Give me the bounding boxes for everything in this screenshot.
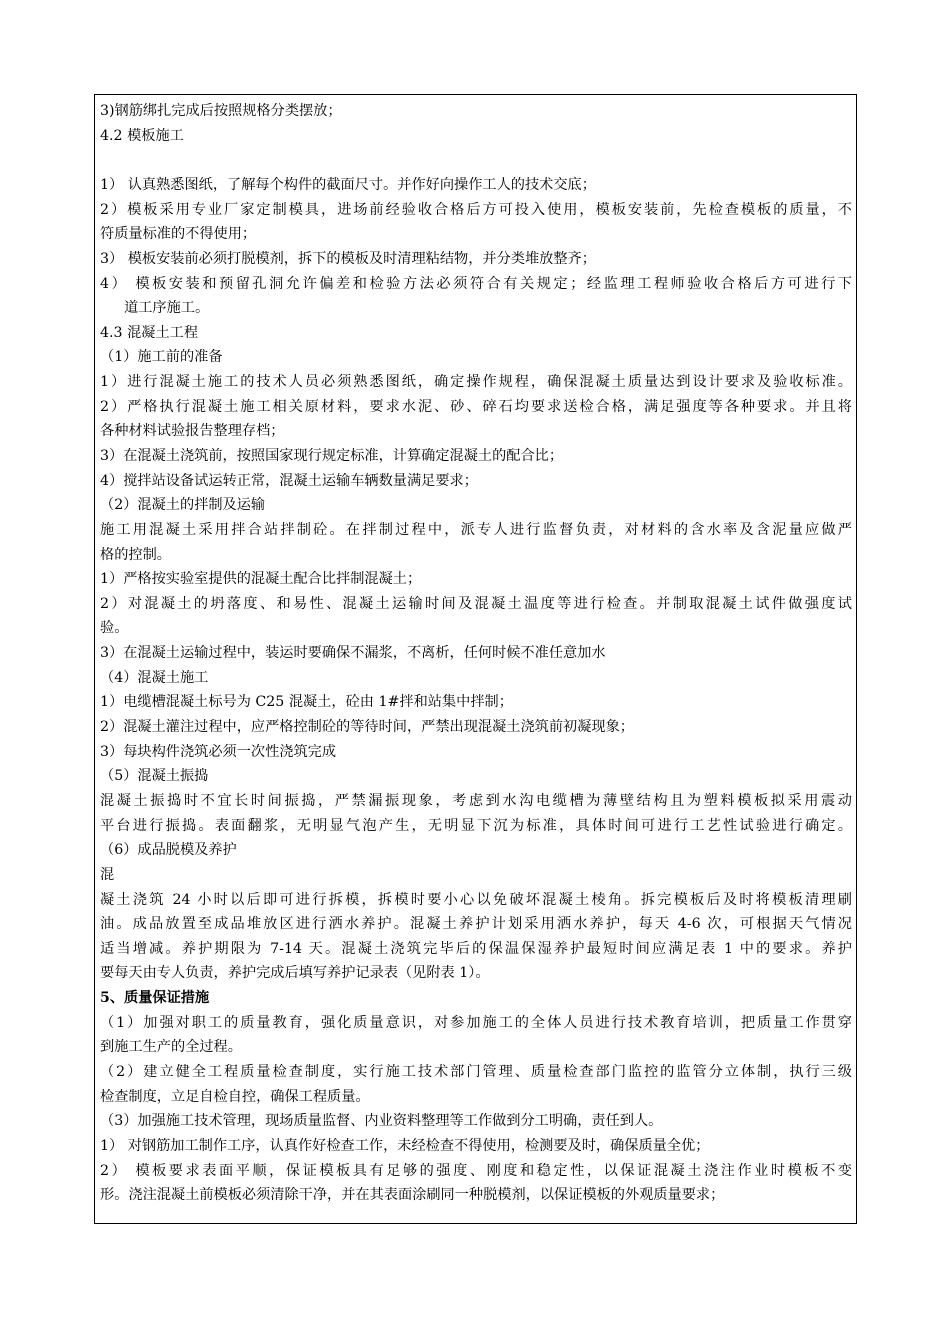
text-line	[100, 148, 852, 173]
text-line: 3)钢筋绑扎完成后按照规格分类摆放；	[100, 103, 342, 119]
text-line: 2） 模板要求表面平顺，保证模板具有足够的强度、刚度和稳定性，以保证混凝土浇注作业时模板不变	[100, 1162, 852, 1179]
text-line: 各种材料试验报告整理存档；	[100, 423, 285, 440]
text-line: 检查制度，立足自检自控，确保工程质量。	[100, 1088, 370, 1105]
text-line: 平台进行振捣。表面翻浆，无明显气泡产生，无明显下沉为标准，具体时间可进行工艺性试验进行确定。	[100, 817, 852, 834]
text-line: 格的控制。	[100, 546, 171, 563]
text-line: （1）加强对职工的质量教育，强化质量意识，对参加施工的全体人员进行技术教育培训，把质量工作贯穿	[100, 1014, 852, 1031]
text-line: 1）电缆槽混凝土标号为 C25 混凝土，砼由 1#拌和站集中拌制；	[100, 694, 513, 711]
text-line: 2）混凝土灌注过程中，应严格控制砼的等待时间，严禁出现混凝土浇筑前初凝现象；	[100, 719, 634, 735]
text-line: 1） 认真熟悉图纸，了解每个构件的截面尺寸。并作好向操作工人的技术交底；	[100, 176, 596, 193]
text-line: 2）模板采用专业厂家定制模具，进场前经验收合格后方可投入使用，模板安装前，先检查模板的质量，不	[100, 201, 852, 218]
text-line: （4）混凝土施工	[100, 669, 209, 686]
text-line: 到施工生产的全过程。	[100, 1039, 242, 1056]
text-line: 1）进行混凝土施工的技术人员必须熟悉图纸，确定操作规程，确保混凝土质量达到设计要求及验收标准。	[100, 374, 852, 390]
section-heading: 5、质量保证措施	[100, 990, 210, 1006]
text-line: （2）建立健全工程质量检查制度，实行施工技术部门管理、质量检查部门监控的监管分立体制，执行三级	[100, 1064, 852, 1080]
text-line: 1）严格按实验室提供的混凝土配合比拌制混凝土；	[100, 571, 422, 588]
text-line: （2）混凝土的拌制及运输	[100, 497, 266, 514]
text-line: 4）搅拌站设备试运转正常，混凝土运输车辆数量满足要求；	[100, 472, 478, 489]
text-line: 符质量标准的不得使用；	[100, 226, 257, 243]
text-line: 混凝土振捣时不宜长时间振捣，严禁漏振现象，考虑到水沟电缆槽为薄壁结构且为塑料模板拟采用震动	[100, 792, 852, 809]
text-line: 混	[100, 866, 115, 883]
text-line: 4） 模板安装和预留孔洞允许偏差和检验方法必须符合有关规定；经监理工程师验收合格后方可进行下	[100, 275, 852, 292]
text-line: 2）严格执行混凝土施工相关原材料，要求水泥、砂、碎石均要求送检合格，满足强度等各种要求。并且将	[100, 398, 852, 415]
text-line: （6）成品脱模及养护	[100, 842, 237, 859]
text-line: 1） 对钢筋加工制作工序，认真作好检查工作，未经检查不得使用，检测要及时，确保质量全优；	[100, 1137, 710, 1154]
text-line: 凝土浇筑 24 小时以后即可进行拆模，拆模时要小心以免破坏混凝土棱角。拆完模板后及时将模板清理刷	[100, 891, 852, 908]
text-line: 验。	[100, 620, 129, 637]
document-table-cell	[94, 94, 857, 1224]
text-line: 4.3 混凝土工程	[100, 324, 199, 341]
text-line: 道工序施工。	[124, 300, 210, 317]
text-line: 3） 模板安装前必须打脱模剂，拆下的模板及时清理粘结物，并分类堆放整齐；	[100, 250, 596, 267]
text-line: 油。成品放置至成品堆放区进行洒水养护。混凝土养护计划采用洒水养护，每天 4-6 次，可根据天气情况	[100, 916, 852, 933]
text-line: 3）在混凝土浇筑前，按照国家现行规定标准，计算确定混凝土的配合比；	[100, 448, 564, 464]
text-line: （5）混凝土振捣	[100, 768, 209, 785]
text-line: 3）在混凝土运输过程中，装运时要确保不漏浆，不离析，任何时候不准任意加水	[100, 645, 606, 662]
text-line: 3）每块构件浇筑必须一次性浇筑完成	[100, 743, 337, 760]
text-line: （1）施工前的准备	[100, 349, 223, 366]
text-line: 施工用混凝土采用拌合站拌制砼。在拌制过程中，派专人进行监督负责，对材料的含水率及含泥量应做严	[100, 521, 852, 538]
text-line: 适当增减。养护期限为 7-14 天。混凝土浇筑完毕后的保温保湿养护最短时间应满足表 1 中的要求。养护	[100, 940, 852, 957]
text-line: 形。浇注混凝土前模板必须清除干净，并在其表面涂刷同一种脱模剂，以保证模板的外观质量要求；	[100, 1187, 725, 1204]
text-line: （3）加强施工技术管理，现场质量监督、内业资料整理等工作做到分工明确，责任到人。	[100, 1113, 663, 1130]
text-line: 要每天由专人负责，养护完成后填写养护记录表（见附表 1）。	[100, 965, 490, 982]
document-body	[95, 95, 856, 1223]
text-line: 2）对混凝土的坍落度、和易性、混凝土运输时间及混凝土温度等进行检查。并制取混凝土试件做强度试	[100, 595, 852, 612]
text-line: 4.2 模板施工	[100, 127, 184, 144]
